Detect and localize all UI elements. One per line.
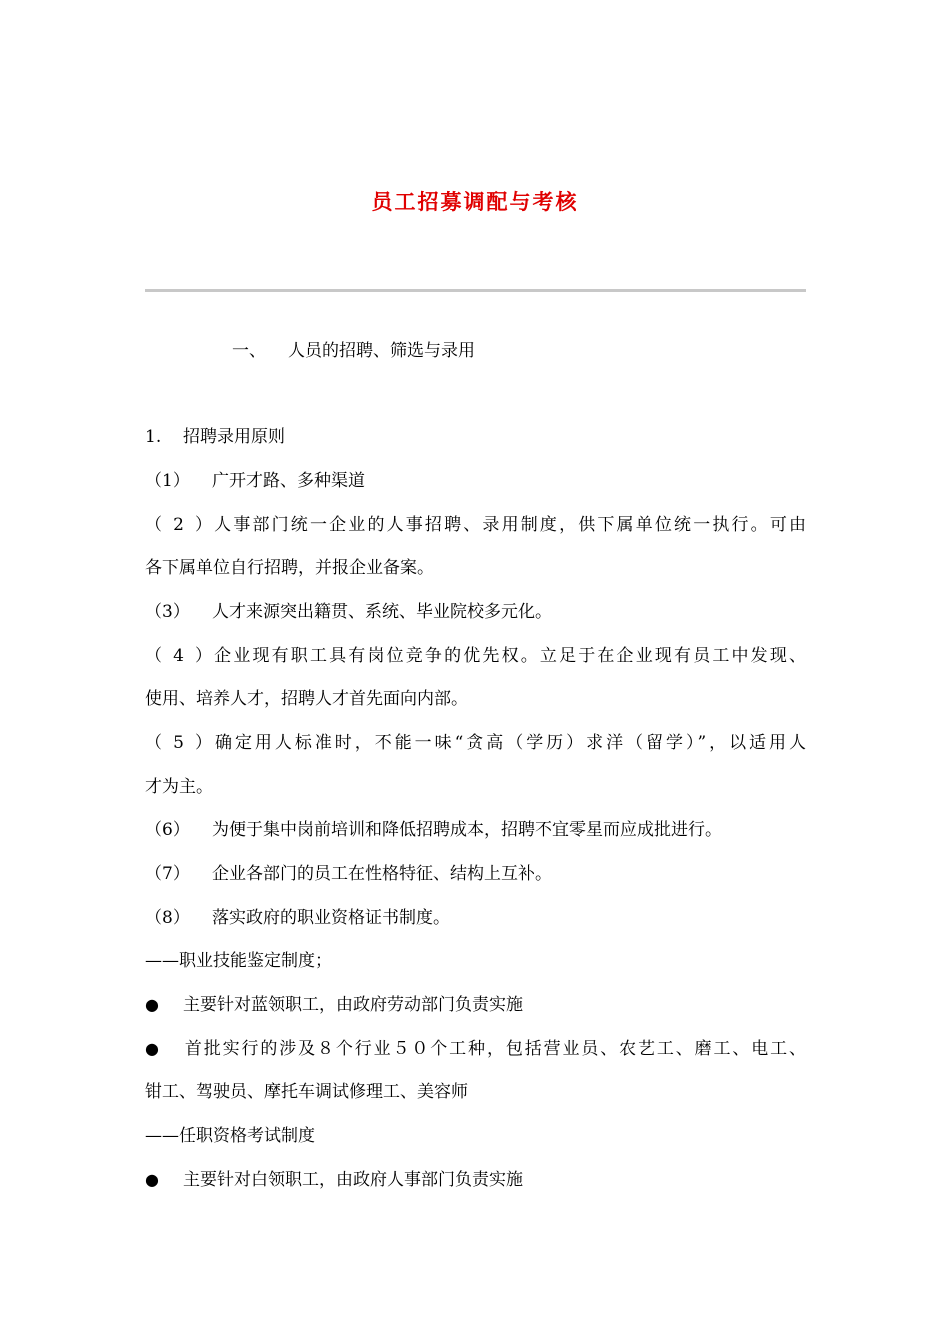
bullet-text: 主要针对白领职工，由政府人事部门负责实施 — [183, 1170, 523, 1190]
section-number: 一、 — [232, 341, 266, 361]
subsection-heading-text: 招聘录用原则 — [183, 427, 285, 447]
item-number: （4） — [145, 646, 212, 666]
list-item — [145, 862, 552, 886]
list-item — [145, 818, 722, 842]
item-number: （8） — [145, 908, 190, 928]
bullet-item — [145, 1168, 523, 1192]
list-item-continuation: 使用、培养人才，招聘人才首先面向内部。 — [145, 689, 468, 709]
system-heading: ——职业技能鉴定制度； — [145, 951, 332, 971]
subsection-number: 1. — [145, 427, 162, 447]
black-circle-icon: ● — [145, 1170, 159, 1189]
document-title: 员工招募调配与考核 — [371, 190, 579, 214]
list-item — [145, 469, 365, 493]
item-number: （3） — [145, 602, 190, 622]
item-text: 为便于集中岗前培训和降低招聘成本，招聘不宜零星而应成批进行。 — [212, 820, 722, 840]
item-text: 人才来源突出籍贯、系统、毕业院校多元化。 — [212, 602, 552, 622]
item-number: （2） — [145, 515, 212, 535]
bullet-text: 首批实行的涉及８个行业５０个工种，包括营业员、农艺工、磨工、电工、 — [183, 1039, 806, 1059]
bullet-item — [145, 993, 523, 1017]
system-heading: ——任职资格考试制度 — [145, 1126, 315, 1146]
list-item — [145, 513, 806, 537]
bullet-item — [145, 1037, 806, 1061]
item-number: （1） — [145, 471, 190, 491]
item-text: 人事部门统一企业的人事招聘、录用制度，供下属单位统一执行。可由 — [212, 515, 806, 535]
item-text: 企业现有职工具有岗位竞争的优先权。立足于在企业现有员工中发现、 — [212, 646, 806, 666]
horizontal-divider — [145, 289, 806, 292]
list-item — [145, 644, 806, 668]
item-text: 广开才路、多种渠道 — [212, 471, 365, 491]
list-item — [145, 600, 552, 624]
item-number: （7） — [145, 864, 190, 884]
item-number: （5） — [145, 733, 212, 753]
list-item — [145, 731, 806, 755]
list-item — [145, 906, 450, 930]
bullet-text: 主要针对蓝领职工，由政府劳动部门负责实施 — [183, 995, 523, 1015]
list-item-continuation: 各下属单位自行招聘，并报企业备案。 — [145, 558, 434, 578]
item-text: 确定用人标准时，不能一味“贪高（学历）求洋（留学）”，以适用人 — [212, 733, 806, 753]
section-heading-text: 人员的招聘、筛选与录用 — [288, 341, 475, 361]
bullet-item-continuation: 钳工、驾驶员、摩托车调试修理工、美容师 — [145, 1082, 468, 1102]
section-heading — [232, 339, 475, 363]
black-circle-icon: ● — [145, 995, 159, 1014]
list-item-continuation: 才为主。 — [145, 777, 213, 797]
item-text: 企业各部门的员工在性格特征、结构上互补。 — [212, 864, 552, 884]
black-circle-icon: ● — [145, 1039, 159, 1058]
item-text: 落实政府的职业资格证书制度。 — [212, 908, 450, 928]
subsection-heading — [145, 425, 285, 449]
item-number: （6） — [145, 820, 190, 840]
